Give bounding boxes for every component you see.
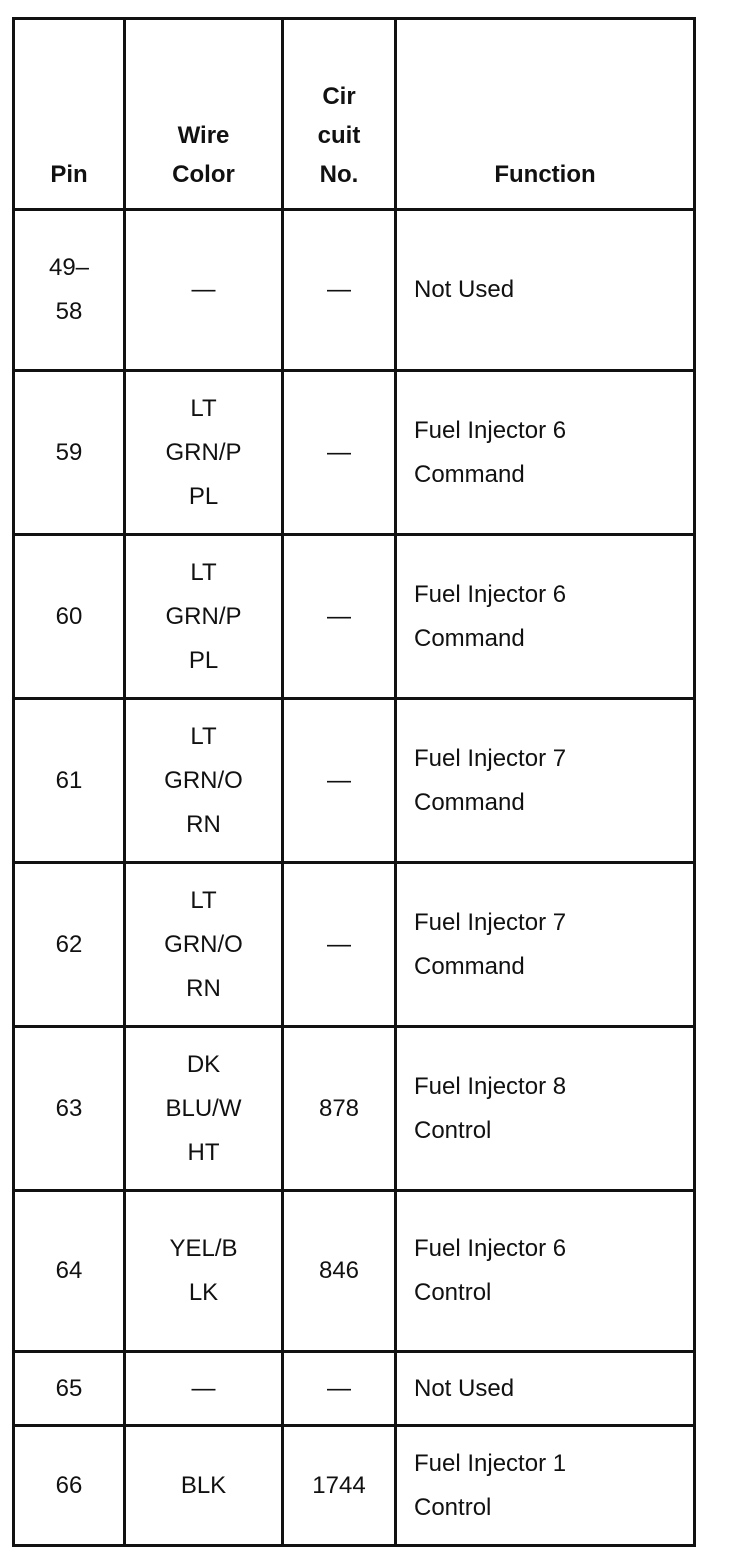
function-cell: Fuel Injector 7 Command [396,699,695,863]
wire-color-cell: — [125,210,283,371]
function-cell: Fuel Injector 6 Command [396,371,695,535]
table-row [14,699,695,863]
wire-color-cell: LT GRN/O RN [125,863,283,1027]
function-cell: Fuel Injector 6 Control [396,1191,695,1352]
function-cell: Fuel Injector 7 Command [396,863,695,1027]
wire-color-cell: LT GRN/P PL [125,535,283,699]
table-header-row [14,19,695,210]
header-pin: Pin [14,19,125,210]
circuit-cell: — [283,210,396,371]
pinout-table [12,17,696,1547]
header-circuit-number: Cir cuit No. [283,19,396,210]
pin-cell: 64 [14,1191,125,1352]
pin-cell: 60 [14,535,125,699]
table-row [14,535,695,699]
table-row [14,1191,695,1352]
pin-cell: 66 [14,1426,125,1546]
function-cell: Fuel Injector 6 Command [396,535,695,699]
table-row [14,863,695,1027]
table-row [14,210,695,371]
wire-color-cell: BLK [125,1426,283,1546]
table-row [14,1352,695,1426]
table-row [14,1426,695,1546]
pin-cell: 65 [14,1352,125,1426]
circuit-cell: — [283,699,396,863]
pin-cell: 49– 58 [14,210,125,371]
pin-cell: 63 [14,1027,125,1191]
circuit-cell: — [283,371,396,535]
wire-color-cell: LT GRN/P PL [125,371,283,535]
pin-cell: 62 [14,863,125,1027]
circuit-cell: — [283,1352,396,1426]
wire-color-cell: YEL/B LK [125,1191,283,1352]
circuit-cell: 846 [283,1191,396,1352]
wire-color-cell: — [125,1352,283,1426]
circuit-cell: — [283,863,396,1027]
header-wire-color: Wire Color [125,19,283,210]
pin-cell: 59 [14,371,125,535]
circuit-cell: — [283,535,396,699]
table-row [14,1027,695,1191]
function-cell: Not Used [396,210,695,371]
function-cell: Fuel Injector 8 Control [396,1027,695,1191]
pin-cell: 61 [14,699,125,863]
header-function: Function [396,19,695,210]
wire-color-cell: DK BLU/W HT [125,1027,283,1191]
function-cell: Fuel Injector 1 Control [396,1426,695,1546]
wire-color-cell: LT GRN/O RN [125,699,283,863]
table-row [14,371,695,535]
circuit-cell: 1744 [283,1426,396,1546]
function-cell: Not Used [396,1352,695,1426]
circuit-cell: 878 [283,1027,396,1191]
